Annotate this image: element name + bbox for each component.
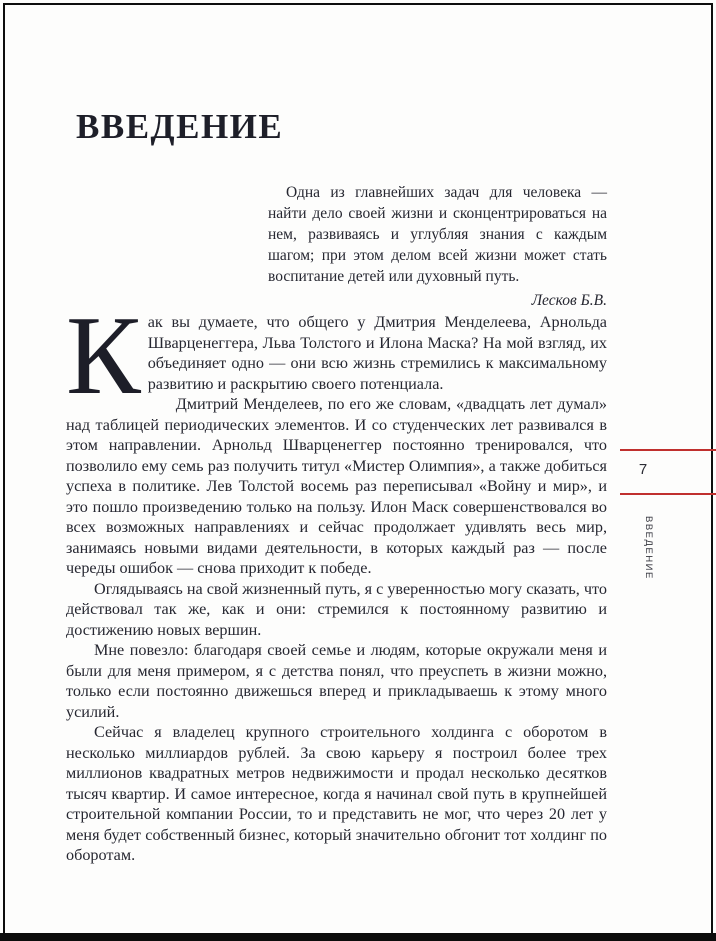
paragraph: Мне повезло: благодаря своей семье и людям, которые окружали меня и были для меня примером, я с детства понял, что преуспеть в жизни можно, только если постоянно движешься вперед и прикладываешь к этому много усилий. — [66, 641, 607, 721]
page-title: ВВЕДЕНИЕ — [76, 107, 284, 147]
paragraph-text: ак вы думаете, что общего у Дмитрия Менделеева, Арнольда Шварценеггера, Льва Толстого и Илона Маска? На мой взгляд, их объединяет одно — они всю жизнь стремились к максимальному развитию и раскрытию своего потенциала. — [147, 313, 607, 393]
paragraph: Дмитрий Менделеев, по его же словам, «двадцать лет думал» над таблицей периодических элементов. И со студенческих лет развивался в этом направлении. Арнольд Шварценеггер постоянно тренировался, что позволило ему семь раз получить титул «Мистер Олимпия», а также добиться успеха в политике. Лев Толстой восемь раз переписывал «Войну и мир», и это пошло произведению только на пользу. Илон Маск совершенствовался во всех возможных направлениях и сейчас продолжает удивлять весь мир, занимаясь новыми видами деятельности, в которых каждый раз — после череды ошибок — снова приходит к победе. — [66, 395, 607, 577]
epigraph-text: Одна из главнейших задач для человека — найти дело своей жизни и сконцентрироваться на нем, развиваясь и углубляя знания с каждым шагом; при этом делом всей жизни может стать воспитание детей или духовный путь. — [268, 184, 607, 285]
page-number: 7 — [638, 461, 648, 478]
paragraph: Сейчас я владелец крупного строительного холдинга с оборотом в несколько миллиардов рублей. За свою карьеру я построил более трех миллионов квадратных метров недвижимости и продал несколько десятков тысяч квартир. И самое интересное, когда я начинал свой путь в крупнейшей строительной компании России, то и представить не мог, что через 20 лет у меня будет собственный бизнес, который значительно обгонит тот холдинг по оборотам. — [66, 723, 607, 864]
epigraph — [268, 182, 607, 311]
drop-cap: К — [66, 294, 141, 418]
margin-rule-top — [620, 449, 716, 451]
margin-rule-bottom — [620, 493, 716, 495]
running-header-vertical: ВВЕДЕНИЕ — [643, 516, 654, 580]
epigraph-attribution: Лесков Б.В. — [531, 292, 607, 309]
paragraph: Оглядываясь на свой жизненный путь, я с уверенностью могу сказать, что действовал так же, как и они: стремился к постоянному развитию и достижению новых вершин. — [66, 579, 607, 639]
page-bottom-edge — [0, 933, 716, 941]
